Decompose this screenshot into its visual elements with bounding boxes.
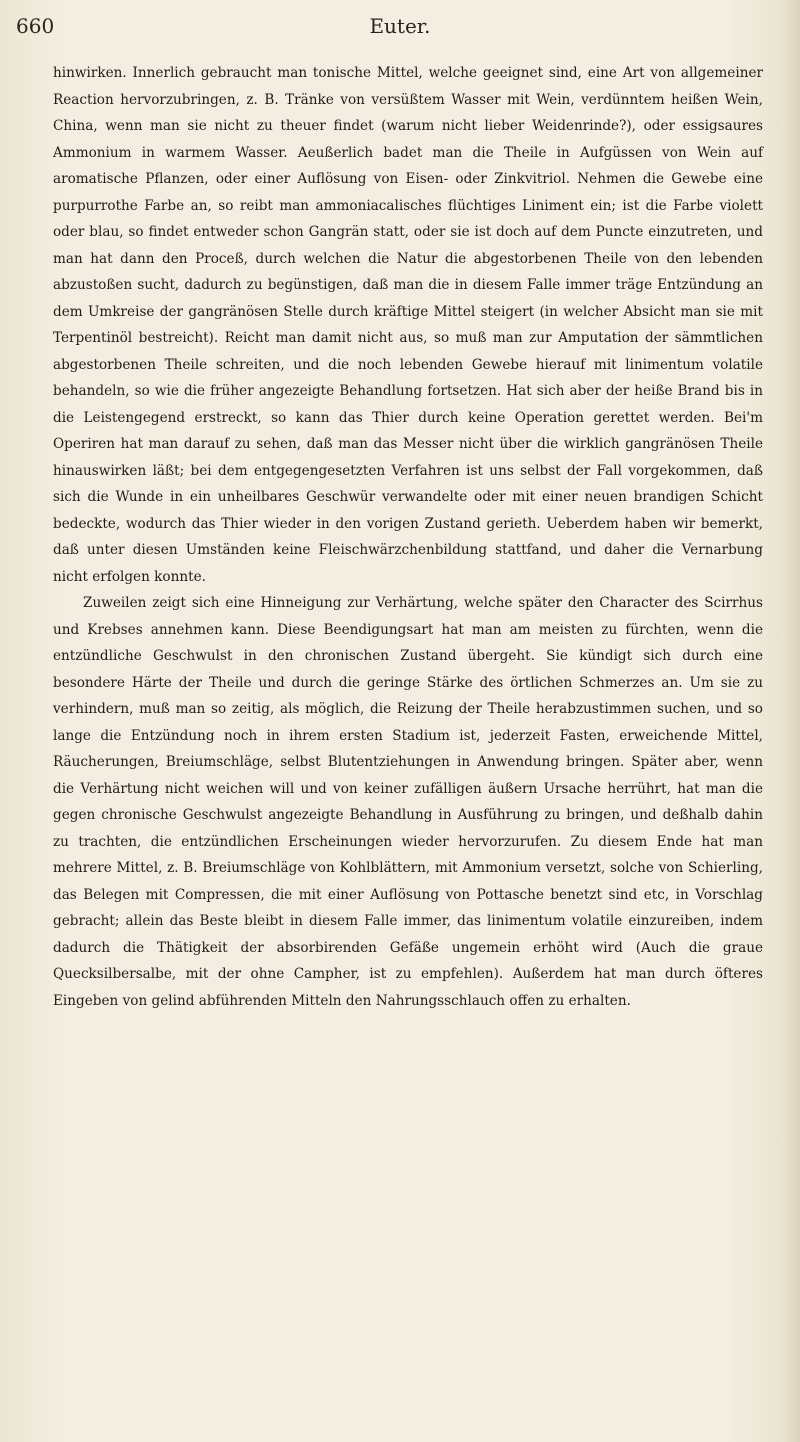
running-head: Euter. <box>369 14 431 38</box>
body-text <box>53 60 763 1014</box>
paragraph: Zuweilen zeigt sich eine Hinneigung zur Verhärtung, welche später den Character des Scirrhus und Krebses annehmen kann. Diese Beendigungsart hat man am meisten zu fürchten, wenn die entzündliche Geschwulst in den chronischen Zustand übergeht. Sie kündigt sich durch eine besondere Härte der Theile und durch die geringe Stärke des örtlichen Schmerzes an. Um sie zu verhindern, muß man so zeitig, als möglich, die Reizung der Theile herabzustimmen suchen, und so lange die Entzündung noch in ihrem ersten Stadium ist, jederzeit Fasten, erweichende Mittel, Räucherungen, Breiumschläge, selbst Blutentziehungen in Anwendung bringen. Später aber, wenn die Verhärtung nicht weichen will und von keiner zufälligen äußern Ursache herrührt, hat man die gegen chronische Geschwulst angezeigte Behandlung in Ausführung zu bringen, und deßhalb dahin zu trachten, die entzündlichen Erscheinungen wieder hervorzurufen. Zu diesem Ende hat man mehrere Mittel, z. B. Breiumschläge von Kohlblättern, mit Ammonium versetzt, solche von Schierling, das Belegen mit Compressen, die mit einer Auflösung von Pottasche benetzt sind etc, in Vorschlag gebracht; allein das Beste bleibt in diesem Falle immer, das linimentum volatile einzureiben, indem dadurch die Thätigkeit der absorbirenden Gefäße ungemein erhöht wird (Auch die graue Quecksilbersalbe, mit der ohne Campher, ist zu empfehlen). Außerdem hat man durch öfteres Eingeben von gelind abführenden Mitteln den Nahrungsschlauch offen zu erhalten. <box>53 595 763 1009</box>
paragraph: hinwirken. Innerlich gebraucht man tonische Mittel, welche geeignet sind, eine Art von allgemeiner Reaction hervorzubringen, z. B. Tränke von versüßtem Wasser mit Wein, verdünntem heißen Wein, China, wenn man sie nicht zu theuer findet (warum nicht lieber Weidenrinde?), oder essigsaures Ammonium in warmem Wasser. Aeußerlich badet man die Theile in Aufgüssen von Wein auf aromatische Pflanzen, oder einer Auflösung von Eisen- oder Zinkvitriol. Nehmen die Gewebe eine purpurrothe Farbe an, so reibt man ammoniacalisches flüchtiges Liniment ein; ist die Farbe violett oder blau, so findet entweder schon Gangrän statt, oder sie ist doch auf dem Puncte einzutreten, und man hat dann den Proceß, durch welchen die Natur die abgestorbenen Theile von den lebenden abzustoßen sucht, dadurch zu begünstigen, daß man die in diesem Falle immer träge Entzündung an dem Umkreise der gangränösen Stelle durch kräftige Mittel steigert (in welcher Absicht man sie mit Terpentinöl bestreicht). Reicht man damit nicht aus, so muß man zur Amputation der sämmtlichen abgestorbenen Theile schreiten, und die noch lebenden Gewebe hierauf mit linimentum volatile behandeln, so wie die früher angezeigte Behandlung fortsetzen. Hat sich aber der heiße Brand bis in die Leistengegend erstreckt, so kann das Thier durch keine Operation gerettet werden. Bei'm Operiren hat man darauf zu sehen, daß man das Messer nicht über die wirklich gangränösen Theile hinauswirken läßt; bei dem entgegengesetzten Verfahren ist uns selbst der Fall vorgekommen, daß sich die Wunde in ein unheilbares Geschwür verwandelte oder mit einer neuen brandigen Schicht bedeckte, wodurch das Thier wieder in den vorigen Zustand gerieth. Ueberdem haben wir bemerkt, daß unter diesen Umständen keine Fleischwärzchenbildung stattfand, und daher die Vernarbung nicht erfolgen konnte. <box>53 65 763 585</box>
page-header <box>0 14 800 40</box>
page-edge-shadow <box>782 0 800 1442</box>
page-number: 660 <box>16 14 55 38</box>
